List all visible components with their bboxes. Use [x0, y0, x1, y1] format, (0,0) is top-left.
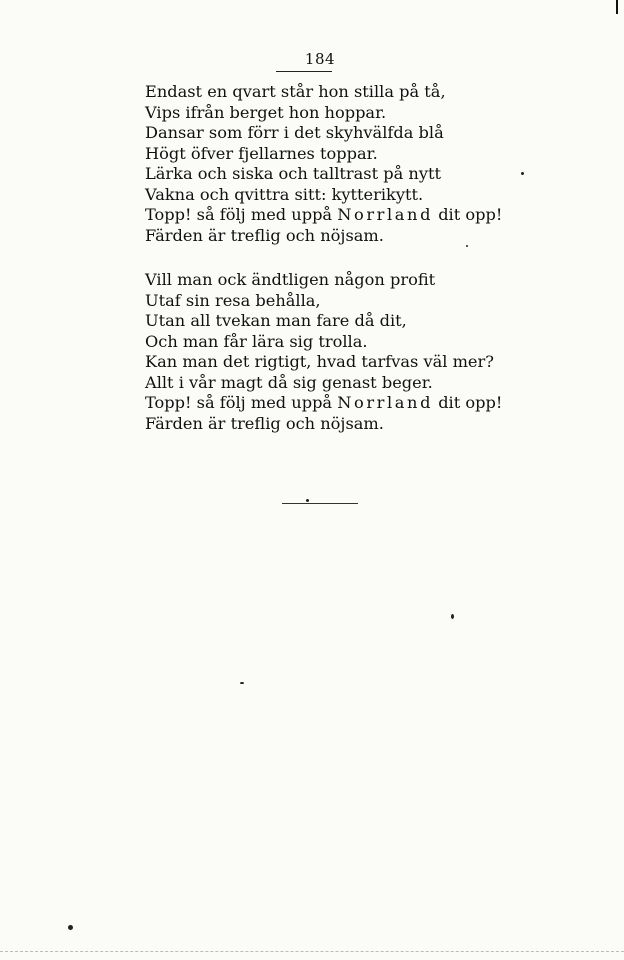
page-number: 184 [304, 50, 336, 68]
paper-speck [68, 925, 73, 930]
poem-line: Och man får lära sig trolla. [145, 331, 368, 351]
poem-line: Allt i vår magt då sig genast beger. [145, 372, 433, 392]
poem-line: Dansar som förr i det skyhvälfda blå [145, 123, 444, 142]
end-ornament-dot [306, 499, 309, 502]
poem-line: Utan all tvekan man fare då dit, [145, 311, 407, 330]
poem-line: Vill man ock ändtligen någon profit [145, 270, 436, 289]
refrain-text-end: dit opp! [433, 205, 503, 224]
stanza-1 [145, 82, 502, 246]
paper-speck [240, 682, 244, 684]
poem-line: Färden är treflig och nöjsam. [145, 413, 384, 433]
poem-line: Utaf sin resa behålla, [145, 290, 321, 310]
paper-speck [451, 614, 454, 619]
refrain-spaced-word: Norrland [337, 393, 434, 412]
end-ornament-rule [282, 503, 358, 504]
refrain-line [145, 205, 502, 226]
paper-speck [521, 172, 524, 175]
stanza-2 [145, 270, 502, 434]
poem-line: Vakna och qvittra sitt: kytterikytt. [145, 184, 424, 204]
poem-line: Vips ifrån berget hon hoppar. [145, 102, 387, 122]
refrain-text: Topp! så följ med uppå [145, 205, 338, 224]
refrain-text-end: dit opp! [433, 393, 503, 412]
page-bottom-edge [0, 951, 624, 952]
poem-line: Kan man det rigtigt, hvad tarfvas väl mer? [145, 352, 494, 371]
refrain-text: Topp! så följ med uppå [145, 393, 338, 412]
refrain-line [145, 393, 502, 414]
poem-line: Färden är treflig och nöjsam. [145, 225, 384, 245]
page-number-rule [276, 71, 332, 72]
poem-line: Lärka och siska och talltrast på nytt [145, 164, 442, 183]
paper-speck [466, 245, 468, 247]
poem-line: Endast en qvart står hon stilla på tå, [145, 82, 446, 101]
poem-line: Högt öfver fjellarnes toppar. [145, 143, 378, 163]
page-edge-mark [616, 0, 618, 14]
refrain-spaced-word: Norrland [337, 205, 434, 224]
